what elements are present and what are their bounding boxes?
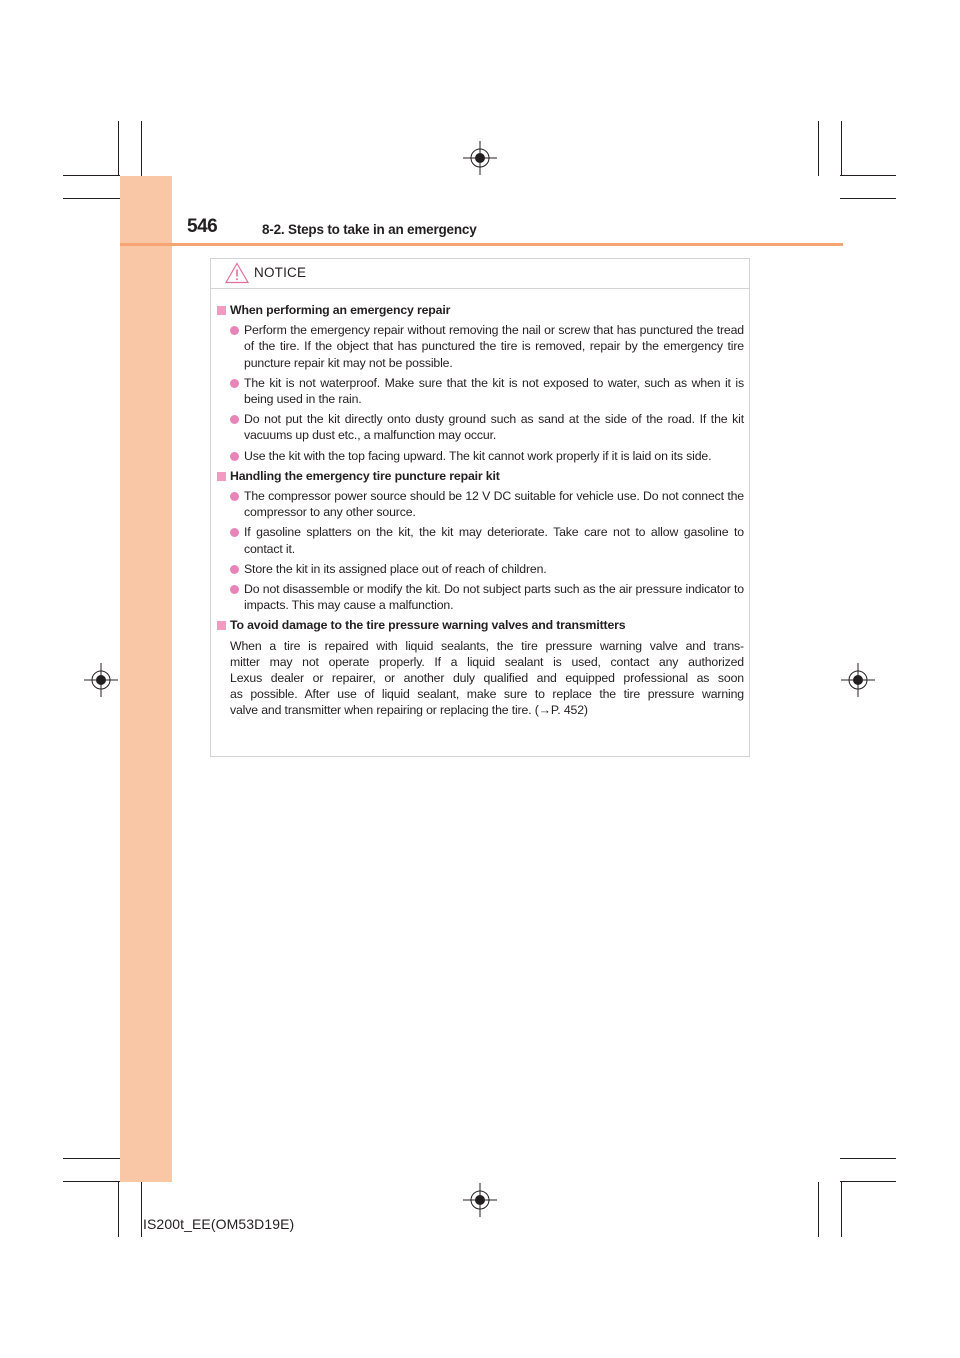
crop-mark [63, 1181, 120, 1182]
crop-mark [63, 1158, 120, 1159]
section-title: 8-2. Steps to take in an emergency [262, 222, 477, 237]
notice-header [211, 259, 749, 289]
list-item: If gasoline splatters on the kit, the kit may deteriorate. Take care not to allow gasoline to contact it. [217, 524, 744, 556]
round-bullet-icon [230, 528, 239, 537]
registration-mark-icon [463, 141, 497, 175]
list-item: The kit is not waterproof. Make sure that the kit is not exposed to water, such as when it is being used in the rain. [217, 375, 744, 407]
warning-triangle-icon [225, 262, 249, 284]
square-bullet-icon [217, 472, 226, 481]
crop-mark [118, 121, 119, 176]
list-item: Store the kit in its assigned place out of reach of children. [217, 561, 744, 577]
crop-mark [141, 1182, 142, 1237]
crop-mark [840, 175, 896, 176]
list-item: The compressor power source should be 12 V DC suitable for vehicle use. Do not connect the compressor to any other source. [217, 488, 744, 520]
crop-mark [840, 198, 896, 199]
round-bullet-icon [230, 415, 239, 424]
crop-mark [840, 1181, 896, 1182]
notice-box [210, 258, 750, 757]
square-bullet-icon [217, 306, 226, 315]
list-item: Do not put the kit directly onto dusty ground such as sand at the side of the road. If the kit vacuums up dust etc., a malfunction may occur. [217, 411, 744, 443]
crop-mark [118, 1182, 119, 1237]
topic-heading: Handling the emergency tire puncture repair kit [217, 468, 744, 484]
notice-label: NOTICE [254, 265, 307, 280]
crop-mark [841, 1182, 842, 1237]
paragraph-line: as possible. After use of liquid sealant, make sure to replace the tire pressure warning [230, 687, 744, 702]
round-bullet-icon [230, 379, 239, 388]
crop-mark [841, 121, 842, 176]
paragraph-line: When a tire is repaired with liquid sealants, the tire pressure warning valve and trans- [230, 638, 744, 653]
round-bullet-icon [230, 565, 239, 574]
header-rule [120, 243, 843, 246]
registration-mark-icon [841, 663, 875, 697]
crop-mark [818, 121, 819, 176]
document-code: IS200t_EE(OM53D19E) [143, 1216, 295, 1232]
round-bullet-icon [230, 452, 239, 461]
list-item: Use the kit with the top facing upward. The kit cannot work properly if it is laid on its side. [217, 448, 744, 464]
side-color-band [120, 176, 172, 1182]
round-bullet-icon [230, 326, 239, 335]
page-number: 546 [187, 216, 218, 237]
registration-mark-icon [84, 663, 118, 697]
paragraph-line: valve and transmitter when repairing or replacing the tire. (→P. 452) [230, 703, 588, 718]
paragraph-line: mitter may not operate properly. If a liquid sealant is used, contact any authorized [230, 654, 744, 669]
crop-mark [141, 121, 142, 176]
crop-mark [840, 1158, 896, 1159]
crop-mark [818, 1182, 819, 1237]
registration-mark-icon [463, 1183, 497, 1217]
list-item: Perform the emergency repair without removing the nail or screw that has punctured the tread of the tire. If the object that has punctured the tire is removed, repair by the emergency tire puncture repair kit may not be possible. [217, 322, 744, 371]
paragraph-line: Lexus dealer or repairer, or another duly qualified and equipped professional as soon [230, 671, 744, 686]
crop-mark [63, 198, 120, 199]
topic-heading: To avoid damage to the tire pressure warning valves and transmitters [217, 617, 744, 633]
notice-body [211, 289, 749, 719]
topic-heading: When performing an emergency repair [217, 302, 744, 318]
round-bullet-icon [230, 585, 239, 594]
square-bullet-icon [217, 621, 226, 630]
list-item: Do not disassemble or modify the kit. Do not subject parts such as the air pressure indicator to impacts. This may cause a malfunction. [217, 581, 744, 613]
crop-mark [63, 175, 120, 176]
round-bullet-icon [230, 492, 239, 501]
paragraph [217, 638, 744, 719]
